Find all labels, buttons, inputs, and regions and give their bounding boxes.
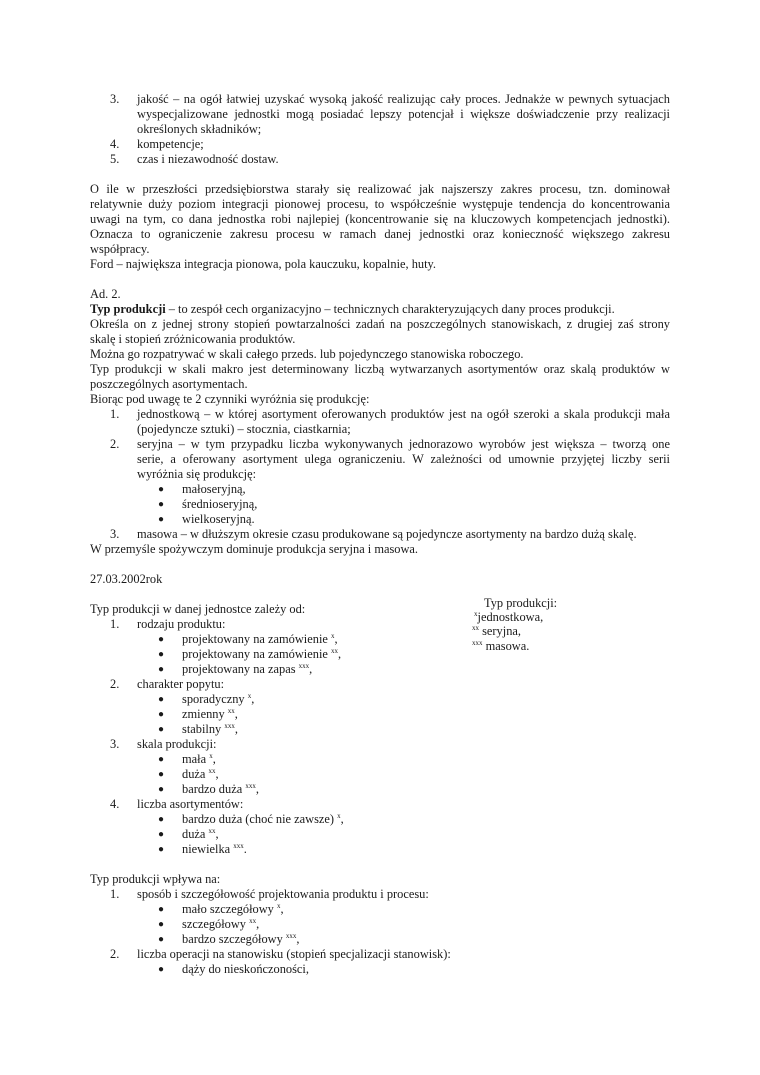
bullet-text: dąży do nieskończoności,: [182, 962, 309, 976]
list-number: 1.: [110, 407, 120, 421]
list-item-text: określonych składników;: [137, 122, 262, 136]
list-item-text: kompetencje;: [137, 137, 204, 151]
list-item-text: wyróżnia się produkcję:: [137, 467, 257, 481]
paragraph-line: Oznacza to ograniczenie zakresu procesu w ramach danej jednostki oraz konieczność większego zakresu: [90, 227, 670, 241]
list-number: 1.: [110, 617, 120, 631]
definition-line: [90, 302, 615, 317]
paragraph-line: Typ produkcji w skali makro jest determinowany liczbą wytwarzanych asortymentów oraz skalą produktów w: [90, 362, 670, 376]
date-heading: 27.03.2002rok: [90, 572, 163, 586]
list-item-text: masowa – w dłuższym okresie czasu produkowane są pojedyncze asortymenty na bardzo dużą skalę.: [137, 527, 637, 541]
bullet-icon: ●: [158, 829, 165, 840]
paragraph-line: relatywnie duży poziom integracji pionowej procesu, to współcześnie występuje tendencja do koncentrowania: [90, 197, 670, 211]
bullet-text: wielkoseryjną.: [182, 512, 255, 526]
bullet-text: projektowany na zapas $^{xxx}$,: [182, 662, 313, 676]
bullet-text: zmienny $^{xx}$,: [182, 707, 238, 721]
list-item-text: skala produkcji:: [137, 737, 217, 751]
paragraph-line: poszczególnych asortymentach.: [90, 377, 248, 391]
bullet-text: małoseryjną,: [182, 482, 246, 496]
legend-row: $^{xxx}$ masowa.: [472, 639, 530, 653]
bullet-icon: ●: [158, 919, 165, 930]
bullet-text: bardzo szczegółowy $^{xxx}$,: [182, 932, 300, 946]
bullet-icon: ●: [158, 664, 165, 675]
bullet-icon: ●: [158, 769, 165, 780]
paragraph-line: współpracy.: [90, 242, 150, 256]
bullet-icon: ●: [158, 709, 165, 720]
bullet-icon: ●: [158, 634, 165, 645]
list-number: 1.: [110, 887, 120, 901]
bullet-text: duża $^{xx}$,: [182, 827, 219, 841]
bullet-icon: ●: [158, 484, 165, 495]
bullet-icon: ●: [158, 724, 165, 735]
bullet-text: projektowany na zamówienie $^{xx}$,: [182, 647, 342, 661]
list-number: 5.: [110, 152, 120, 166]
bullet-text: bardzo duża $^{xxx}$,: [182, 782, 259, 796]
paragraph-line: Określa on z jednej strony stopień powtarzalności zadań na poszczególnych stanowiskach, z drugiej zaś strony: [90, 317, 670, 331]
bullet-icon: ●: [158, 964, 165, 975]
bullet-text: średnioseryjną,: [182, 497, 258, 511]
list-item-text: sposób i szczegółowość projektowania produktu i procesu:: [137, 887, 429, 901]
bullet-icon: ●: [158, 499, 165, 510]
list-number: 3.: [110, 527, 120, 541]
bullet-text: mała $^x$,: [182, 752, 216, 766]
bullet-icon: ●: [158, 784, 165, 795]
bullet-text: sporadyczny $^x$,: [182, 692, 255, 706]
definition-term: Typ produkcji: [90, 302, 166, 316]
bullet-icon: ●: [158, 694, 165, 705]
paragraph-line: Ford – największa integracja pionowa, pola kauczuku, kopalnie, huty.: [90, 257, 437, 271]
paragraph-line: skalę i stopień zróżnicowania produktów.: [90, 332, 296, 346]
list-number: 4.: [110, 137, 120, 151]
list-number: 3.: [110, 92, 120, 106]
list-item-text: jednostkową – w której asortyment oferowanych produktów jest na ogół szeroki a skala produkcji mała: [137, 407, 670, 421]
bullet-text: projektowany na zamówienie $^x$,: [182, 632, 338, 646]
list-item-text: czas i niezawodność dostaw.: [137, 152, 279, 166]
legend-row: $^{xx}$ seryjna,: [472, 624, 521, 638]
bullet-text: bardzo duża (choć nie zawsze) $^x$,: [182, 812, 344, 826]
bullet-icon: ●: [158, 934, 165, 945]
list-number: 2.: [110, 677, 120, 691]
list-item-text: charakter popytu:: [137, 677, 225, 691]
section-heading: Typ produkcji wpływa na:: [90, 872, 221, 886]
bullet-text: stabilny $^{xxx}$,: [182, 722, 238, 736]
bullet-icon: ●: [158, 514, 165, 525]
bullet-icon: ●: [158, 649, 165, 660]
list-item-text: rodzaju produktu:: [137, 617, 226, 631]
definition-text: – to zespół cech organizacyjno – technicznych charakteryzujących dany proces produkcji.: [165, 302, 615, 316]
list-item-text: (pojedyncze sztuki) – stocznia, ciastkarnia;: [137, 422, 351, 436]
list-item-text: liczba operacji na stanowisku (stopień specjalizacji stanowisk):: [137, 947, 451, 961]
section-heading: Ad. 2.: [90, 287, 121, 301]
list-item-text: wyspecjalizowane jednostki mogą posiadać lepszy potencjał i większe doświadczenie przy realizacji: [137, 107, 670, 121]
paragraph-line: O ile w przeszłości przedsiębiorstwa starały się realizować jak najszerszy zakres procesu, tzn. dominował: [90, 182, 670, 196]
bullet-text: mało szczegółowy $^x$,: [182, 902, 284, 916]
list-item-text: liczba asortymentów:: [137, 797, 244, 811]
legend-title: Typ produkcji:: [484, 596, 558, 610]
bullet-icon: ●: [158, 754, 165, 765]
list-item-text: jakość – na ogół łatwiej uzyskać wysoką jakość realizując cały proces. Jednakże w pewnych sytuacjach: [137, 92, 670, 106]
list-item-text: serie, a oferowany asortyment ulega ograniczeniu. W zależności od umownie przyjętej liczby serii: [137, 452, 670, 466]
paragraph-line: Można go rozpatrywać w skali całego przeds. lub pojedynczego stanowiska roboczego.: [90, 347, 524, 361]
list-item-text: seryjna – w tym przypadku liczba wykonywanych jednorazowo wyrobów jest większa – tworzą one: [137, 437, 670, 451]
list-number: 4.: [110, 797, 120, 811]
list-number: 3.: [110, 737, 120, 751]
section-heading: Typ produkcji w danej jednostce zależy od:: [90, 602, 306, 616]
bullet-icon: ●: [158, 904, 165, 915]
bullet-icon: ●: [158, 844, 165, 855]
paragraph-line: W przemyśle spożywczym dominuje produkcja seryjna i masowa.: [90, 542, 419, 556]
legend-row: $^x$jednostkowa,: [474, 610, 544, 624]
list-number: 2.: [110, 437, 120, 451]
bullet-text: duża $^{xx}$,: [182, 767, 219, 781]
list-number: 2.: [110, 947, 120, 961]
bullet-text: szczegółowy $^{xx}$,: [182, 917, 260, 931]
paragraph-line: Biorąc pod uwagę te 2 czynniki wyróżnia się produkcję:: [90, 392, 370, 406]
bullet-text: niewielka $^{xxx}$.: [182, 842, 247, 856]
bullet-icon: ●: [158, 814, 165, 825]
paragraph-line: uwagi na tym, co dana jednostka robi najlepiej (koncentrowanie się na kluczowych kompetencjach jednostki).: [90, 212, 670, 226]
